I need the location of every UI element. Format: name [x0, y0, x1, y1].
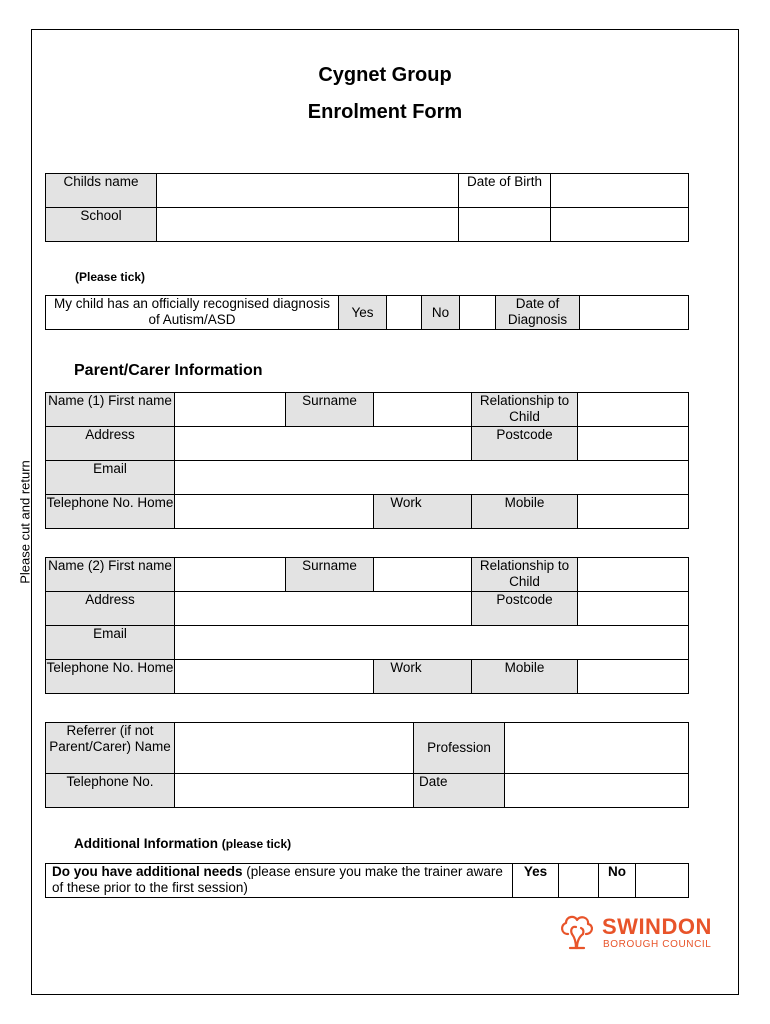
referrer-date-field[interactable]: [505, 774, 689, 808]
parent-1-address-field[interactable]: [175, 427, 472, 461]
parent-2-mobile-field[interactable]: [578, 660, 689, 694]
parent-2-work-label: Work: [390, 660, 422, 675]
profession-field[interactable]: [505, 723, 689, 774]
tree-icon: [556, 912, 598, 952]
parent-1-address-label: Address: [46, 427, 175, 461]
referrer-date-label: Date: [414, 774, 505, 808]
parent-1-first-name-field[interactable]: [175, 393, 286, 427]
parent-2-surname-label: Surname: [286, 558, 374, 592]
empty-cell: [459, 208, 551, 242]
parent-2-relationship-field[interactable]: [578, 558, 689, 592]
parent-1-mobile-label: Mobile: [472, 495, 578, 529]
parent-2-email-field[interactable]: [175, 626, 689, 660]
form-title: Cygnet Group: [318, 64, 452, 86]
profession-label: Profession: [414, 723, 505, 774]
school-label: School: [46, 208, 157, 242]
parent-2-postcode-label: Postcode: [472, 592, 578, 626]
parent-2-telephone-label: Telephone No. Home: [46, 660, 175, 694]
parent-1-telephone-field[interactable]: [175, 495, 374, 529]
diagnosis-yes-label: Yes: [339, 296, 387, 330]
cut-and-return-note: Please cut and return: [17, 460, 33, 584]
child-details-table: [45, 173, 689, 242]
referrer-name-label: Referrer (if not Parent/Carer) Name: [46, 723, 175, 774]
parent-carer-heading: Parent/Carer Information: [74, 362, 263, 379]
parent-1-relationship-field[interactable]: [578, 393, 689, 427]
referrer-telephone-label: Telephone No.: [46, 774, 175, 808]
referrer-name-field[interactable]: [175, 723, 414, 774]
parent-2-work-cell: [374, 660, 472, 694]
diagnosis-no-label: No: [422, 296, 460, 330]
parent-2-relationship-label: Relationship to Child: [472, 558, 578, 592]
parent-1-relationship-label: Relationship to Child: [472, 393, 578, 427]
diagnosis-question: My child has an officially recognised diagnosis of Autism/ASD: [46, 296, 339, 330]
parent-1-email-label: Email: [46, 461, 175, 495]
diagnosis-yes-checkbox[interactable]: [387, 296, 422, 330]
referrer-telephone-field[interactable]: [175, 774, 414, 808]
parent-1-telephone-label: Telephone No. Home: [46, 495, 175, 529]
parent-2-telephone-field[interactable]: [175, 660, 374, 694]
childs-name-label: Childs name: [46, 174, 157, 208]
logo-subtitle: BOROUGH COUNCIL: [603, 939, 712, 950]
parent-2-postcode-field[interactable]: [578, 592, 689, 626]
parent-1-postcode-field[interactable]: [578, 427, 689, 461]
parent-2-surname-field[interactable]: [374, 558, 472, 592]
additional-needs-table: [45, 863, 689, 898]
additional-no-label: No: [599, 864, 636, 898]
additional-needs-question-rest: (please ensure you make the trainer aware of these prior to the first session): [52, 864, 503, 895]
parent-2-name-label: Name (2) First name: [46, 558, 175, 592]
additional-needs-question-bold: Do you have additional needs: [52, 864, 243, 879]
parent-2-address-label: Address: [46, 592, 175, 626]
additional-info-heading: [74, 836, 291, 851]
date-of-birth-label: Date of Birth: [459, 174, 551, 208]
additional-info-title: Additional Information: [74, 836, 218, 851]
parent-2-address-field[interactable]: [175, 592, 472, 626]
parent-1-postcode-label: Postcode: [472, 427, 578, 461]
childs-name-field[interactable]: [157, 174, 459, 208]
parent-1-surname-label: Surname: [286, 393, 374, 427]
form-subtitle: Enrolment Form: [307, 101, 463, 123]
school-field[interactable]: [157, 208, 459, 242]
parent-1-mobile-field[interactable]: [578, 495, 689, 529]
parent-1-surname-field[interactable]: [374, 393, 472, 427]
additional-needs-question: [46, 864, 513, 898]
date-of-diagnosis-field[interactable]: [580, 296, 689, 330]
parent-2-email-label: Email: [46, 626, 175, 660]
logo-name: SWINDON: [602, 914, 712, 939]
parent-2-mobile-label: Mobile: [472, 660, 578, 694]
diagnosis-no-checkbox[interactable]: [460, 296, 496, 330]
parent-2-table: [45, 557, 689, 694]
date-of-diagnosis-label: Date of Diagnosis: [496, 296, 580, 330]
parent-1-table: [45, 392, 689, 529]
parent-1-name-label: Name (1) First name: [46, 393, 175, 427]
additional-yes-checkbox[interactable]: [559, 864, 599, 898]
referrer-table: [45, 722, 689, 808]
empty-cell: [551, 208, 689, 242]
additional-no-checkbox[interactable]: [636, 864, 689, 898]
parent-1-work-cell: [374, 495, 472, 529]
additional-yes-label: Yes: [513, 864, 559, 898]
parent-2-first-name-field[interactable]: [175, 558, 286, 592]
parent-1-work-label: Work: [390, 495, 422, 510]
parent-1-email-field[interactable]: [175, 461, 689, 495]
please-tick-heading: (Please tick): [75, 270, 146, 284]
diagnosis-table: [45, 295, 689, 330]
date-of-birth-field[interactable]: [551, 174, 689, 208]
additional-info-note: (please tick): [221, 837, 292, 851]
swindon-logo: [556, 912, 712, 957]
